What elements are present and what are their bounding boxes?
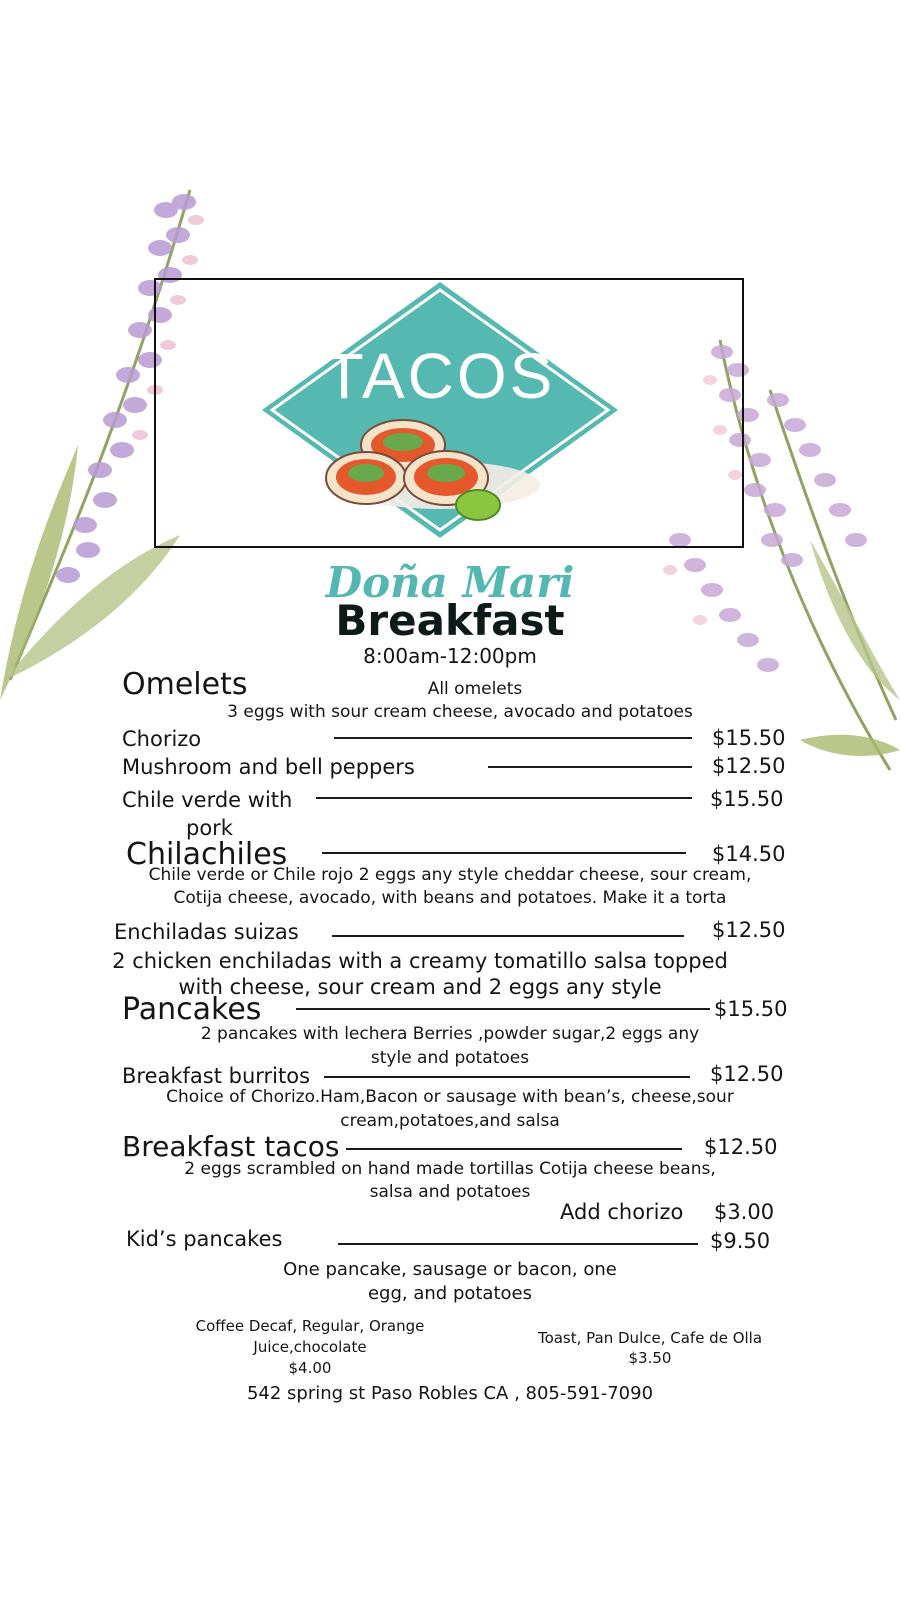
pancakes-description-1: 2 pancakes with lechera Berries ,powder sugar,2 eggs any [200, 1024, 700, 1044]
burritos-description-1: Choice of Chorizo.Ham,Bacon or sausage with bean’s, cheese,sour [166, 1087, 734, 1107]
drinks-line-1: Coffee Decaf, Regular, Orange [195, 1317, 425, 1335]
drinks-price: $4.00 [288, 1359, 332, 1377]
leader-line [324, 1076, 690, 1078]
leader-line [488, 766, 692, 768]
section-title-pancakes: Pancakes [122, 992, 262, 1027]
chilachiles-price: $14.50 [712, 842, 786, 866]
section-title-enchiladas: Enchiladas suizas [114, 920, 299, 944]
section-title-chilachiles: Chilachiles [126, 837, 288, 872]
pancakes-price: $15.50 [714, 997, 788, 1021]
kids-pancakes-description-2: egg, and potatoes [367, 1283, 532, 1304]
tacos-logo [258, 280, 622, 542]
kids-pancakes-description-1: One pancake, sausage or bacon, one [283, 1259, 617, 1280]
brand-title: Breakfast [335, 596, 565, 645]
omelets-note: All omelets [427, 679, 523, 699]
extras-line-1: Toast, Pan Dulce, Cafe de Olla [537, 1329, 763, 1347]
pancakes-description-2: style and potatoes [370, 1048, 530, 1068]
enchiladas-description-1: 2 chicken enchiladas with a creamy tomatillo salsa topped [112, 949, 728, 973]
breakfast-tacos-description-1: 2 eggs scrambled on hand made tortillas Cotija cheese beans, [184, 1159, 716, 1179]
breakfast-tacos-price: $12.50 [704, 1135, 778, 1159]
burritos-price: $12.50 [710, 1062, 784, 1086]
section-title-breakfast-tacos: Breakfast tacos [122, 1130, 340, 1163]
chilachiles-description-1: Chile verde or Chile rojo 2 eggs any style cheddar cheese, sour cream, [148, 865, 752, 885]
add-chorizo-price: $3.00 [714, 1200, 775, 1224]
menu-item-name-continued: pork [186, 816, 233, 840]
leader-line [296, 1008, 710, 1010]
brand-script-name: Doña Mari [325, 558, 575, 607]
section-title-kids-pancakes: Kid’s pancakes [126, 1227, 283, 1251]
menu-item-name: Chorizo [122, 727, 202, 751]
leader-line [316, 797, 692, 799]
omelets-description: 3 eggs with sour cream cheese, avocado and potatoes [227, 702, 693, 722]
extras-price: $3.50 [628, 1349, 672, 1367]
leader-line [346, 1148, 682, 1150]
menu-item-name: Mushroom and bell peppers [122, 755, 415, 779]
enchiladas-description-2: with cheese, sour cream and 2 eggs any style [178, 975, 662, 999]
logo-word: TACOS [324, 340, 556, 412]
leader-line [322, 852, 686, 854]
enchiladas-price: $12.50 [712, 918, 786, 942]
burritos-description-2: cream,potatoes,and salsa [340, 1111, 560, 1131]
opening-hours: 8:00am-12:00pm [363, 644, 537, 668]
menu-item-name: Chile verde with [122, 788, 293, 812]
section-title-omelets: Omelets [122, 667, 248, 702]
leader-line [338, 1243, 698, 1245]
leader-line [334, 737, 692, 739]
menu-item-price: $15.50 [710, 787, 784, 811]
add-chorizo-label: Add chorizo [560, 1200, 684, 1224]
kids-pancakes-price: $9.50 [710, 1229, 771, 1253]
chilachiles-description-2: Cotija cheese, avocado, with beans and potatoes. Make it a torta [173, 888, 727, 908]
address-phone: 542 spring st Paso Robles CA , 805-591-7090 [246, 1383, 654, 1404]
drinks-line-2: Juice,chocolate [253, 1338, 367, 1356]
menu-item-price: $12.50 [712, 754, 786, 778]
breakfast-tacos-description-2: salsa and potatoes [369, 1182, 531, 1202]
section-title-burritos: Breakfast burritos [122, 1064, 311, 1088]
menu-item-price: $15.50 [712, 726, 786, 750]
leader-line [332, 935, 684, 937]
